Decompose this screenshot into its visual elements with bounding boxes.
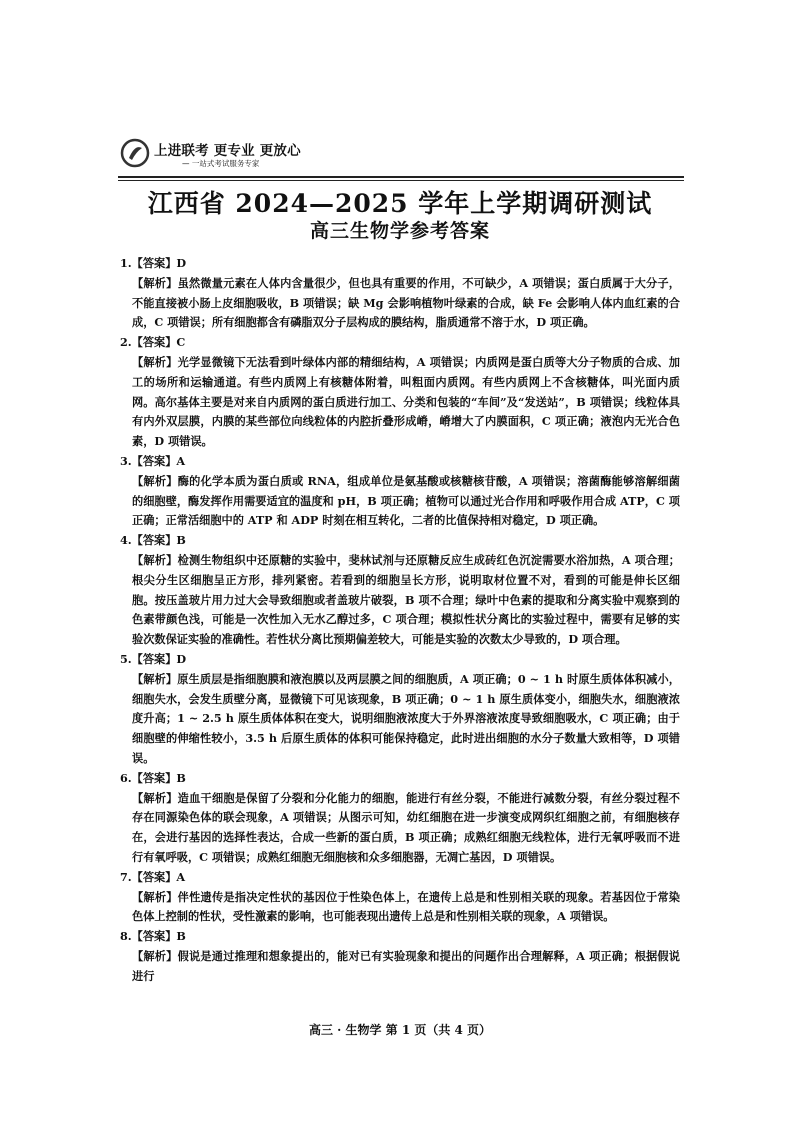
explanation: 【解析】造血干细胞是保留了分裂和分化能力的细胞，能进行有丝分裂，不能进行减数分裂，有丝分裂过程不存在同源染色体的联会现象，A 项错误；从图示可知，幼红细胞在进一步演变成网织红细胞之前，有细胞核存在，会进行基因的选择性表达，合成一些新的蛋白质，B 项正确；成熟红细胞无线粒体，进行无氧呼吸而不进行有氧呼吸，C 项错误；成熟红细胞无细胞核和众多细胞器，无凋亡基因，D 项错误。 bbox=[132, 790, 680, 864]
question-item bbox=[120, 333, 680, 452]
question-item bbox=[120, 452, 680, 531]
answer-line: 6.【答案】B bbox=[120, 770, 186, 785]
explanation: 【解析】原生质层是指细胞膜和液泡膜以及两层膜之间的细胞质，A 项正确；0 ~ 1 h 时原生质体体积减小，细胞失水，会发生质壁分离，显微镜下可见该现象，B 项正确；0 ~ 1 h 原生质体变小，细胞失水，细胞液浓度升高；1 ~ 2.5 h 原生质体体积在变大，说明细胞液浓度大于外界溶液浓度导致细胞吸水，C 项正确；由于细胞壁的伸缩性较小，3.5 h 后原生质体的体积可能保持稳定，此时进出细胞的水分子数量大致相等，D 项错误。 bbox=[132, 671, 680, 765]
explanation: 【解析】假说是通过推理和想象提出的，能对已有实验现象和提出的问题作出合理解释，A 项正确；根据假说进行 bbox=[132, 948, 680, 983]
page-title: 江西省 2024—2025 学年上学期调研测试 bbox=[147, 189, 653, 218]
answer-line: 4.【答案】B bbox=[120, 533, 186, 548]
header-rule-thin bbox=[118, 180, 684, 181]
logo-swirl-icon bbox=[120, 138, 150, 168]
answer-list bbox=[120, 254, 680, 986]
question-item bbox=[120, 254, 680, 333]
answer-line: 3.【答案】A bbox=[120, 453, 186, 468]
logo-slogan: 上进联考 更专业 更放心 bbox=[154, 143, 301, 159]
header-rule-thick bbox=[118, 176, 684, 178]
answer-line: 8.【答案】B bbox=[120, 929, 186, 944]
question-item bbox=[120, 927, 680, 986]
answer-line: 7.【答案】A bbox=[120, 869, 186, 884]
explanation: 【解析】检测生物组织中还原糖的实验中，斐林试剂与还原糖反应生成砖红色沉淀需要水浴加热，A 项合理；根尖分生区细胞呈正方形，排列紧密。若看到的细胞呈长方形，说明取材位置不对，看到的可能是伸长区细胞。按压盖玻片用力过大会导致细胞或者盖玻片破裂，B 项不合理；绿叶中色素的提取和分离实验中观察到的色素带颜色浅，可能是一次性加入无水乙醇过多，C 项合理；模拟性状分离比的实验过程中，需要有足够的实验次数保证实验的准确性。若性状分离比预期偏差较大，可能是实验的次数太少导致的，D 项合理。 bbox=[132, 552, 680, 647]
question-item bbox=[120, 531, 680, 650]
logo-tagline: — 一站式考试服务专家 bbox=[182, 159, 260, 168]
page-subtitle: 高三生物学参考答案 bbox=[309, 220, 490, 242]
question-item bbox=[120, 868, 680, 927]
answer-line: 2.【答案】C bbox=[120, 335, 186, 350]
question-item bbox=[120, 769, 680, 868]
answer-line: 5.【答案】D bbox=[120, 651, 187, 666]
explanation: 【解析】伴性遗传是指决定性状的基因位于性染色体上，在遗传上总是和性别相关联的现象。若基因位于常染色体上控制的性状，受性激素的影响，也可能表现出遗传上总是和性别相关联的现象，A 项错误。 bbox=[132, 889, 680, 924]
explanation: 【解析】光学显微镜下无法看到叶绿体内部的精细结构，A 项错误；内质网是蛋白质等大分子物质的合成、加工的场所和运输通道。有些内质网上有核糖体附着，叫粗面内质网。有些内质网上不含核糖体，叫光面内质网。高尔基体主要是对来自内质网的蛋白质进行加工、分类和包装的“车间”及“发送站”，B 项错误；线粒体具有内外双层膜，内膜的某些部位向线粒体的内腔折叠形成嵴，嵴增大了内膜面积，C 项正确；液泡内无光合色素，D 项错误。 bbox=[132, 354, 680, 449]
explanation: 【解析】虽然微量元素在人体内含量很少，但也具有重要的作用，不可缺少，A 项错误；蛋白质属于大分子，不能直接被小肠上皮细胞吸收，B 项错误；缺 Mg 会影响植物叶绿素的合成，缺 Fe 会影响人体内血红素的合成，C 项错误；所有细胞都含有磷脂双分子层构成的膜结构，脂质通常不溶于水，D 项正确。 bbox=[132, 275, 680, 330]
publisher-logo bbox=[120, 136, 320, 172]
answer-line: 1.【答案】D bbox=[120, 256, 187, 270]
page-footer: 高三 · 生物学 第 1 页（共 4 页） bbox=[308, 1023, 492, 1037]
question-item bbox=[120, 650, 680, 769]
explanation: 【解析】酶的化学本质为蛋白质或 RNA，组成单位是氨基酸或核糖核苷酸，A 项错误；溶菌酶能够溶解细菌的细胞壁，酶发挥作用需要适宜的温度和 pH，B 项正确；植物可以通过光合作用和呼吸作用合成 ATP，C 项正确；正常活细胞中的 ATP 和 ADP 时刻在相互转化，二者的比值保持相对稳定，D 项正确。 bbox=[132, 473, 680, 528]
